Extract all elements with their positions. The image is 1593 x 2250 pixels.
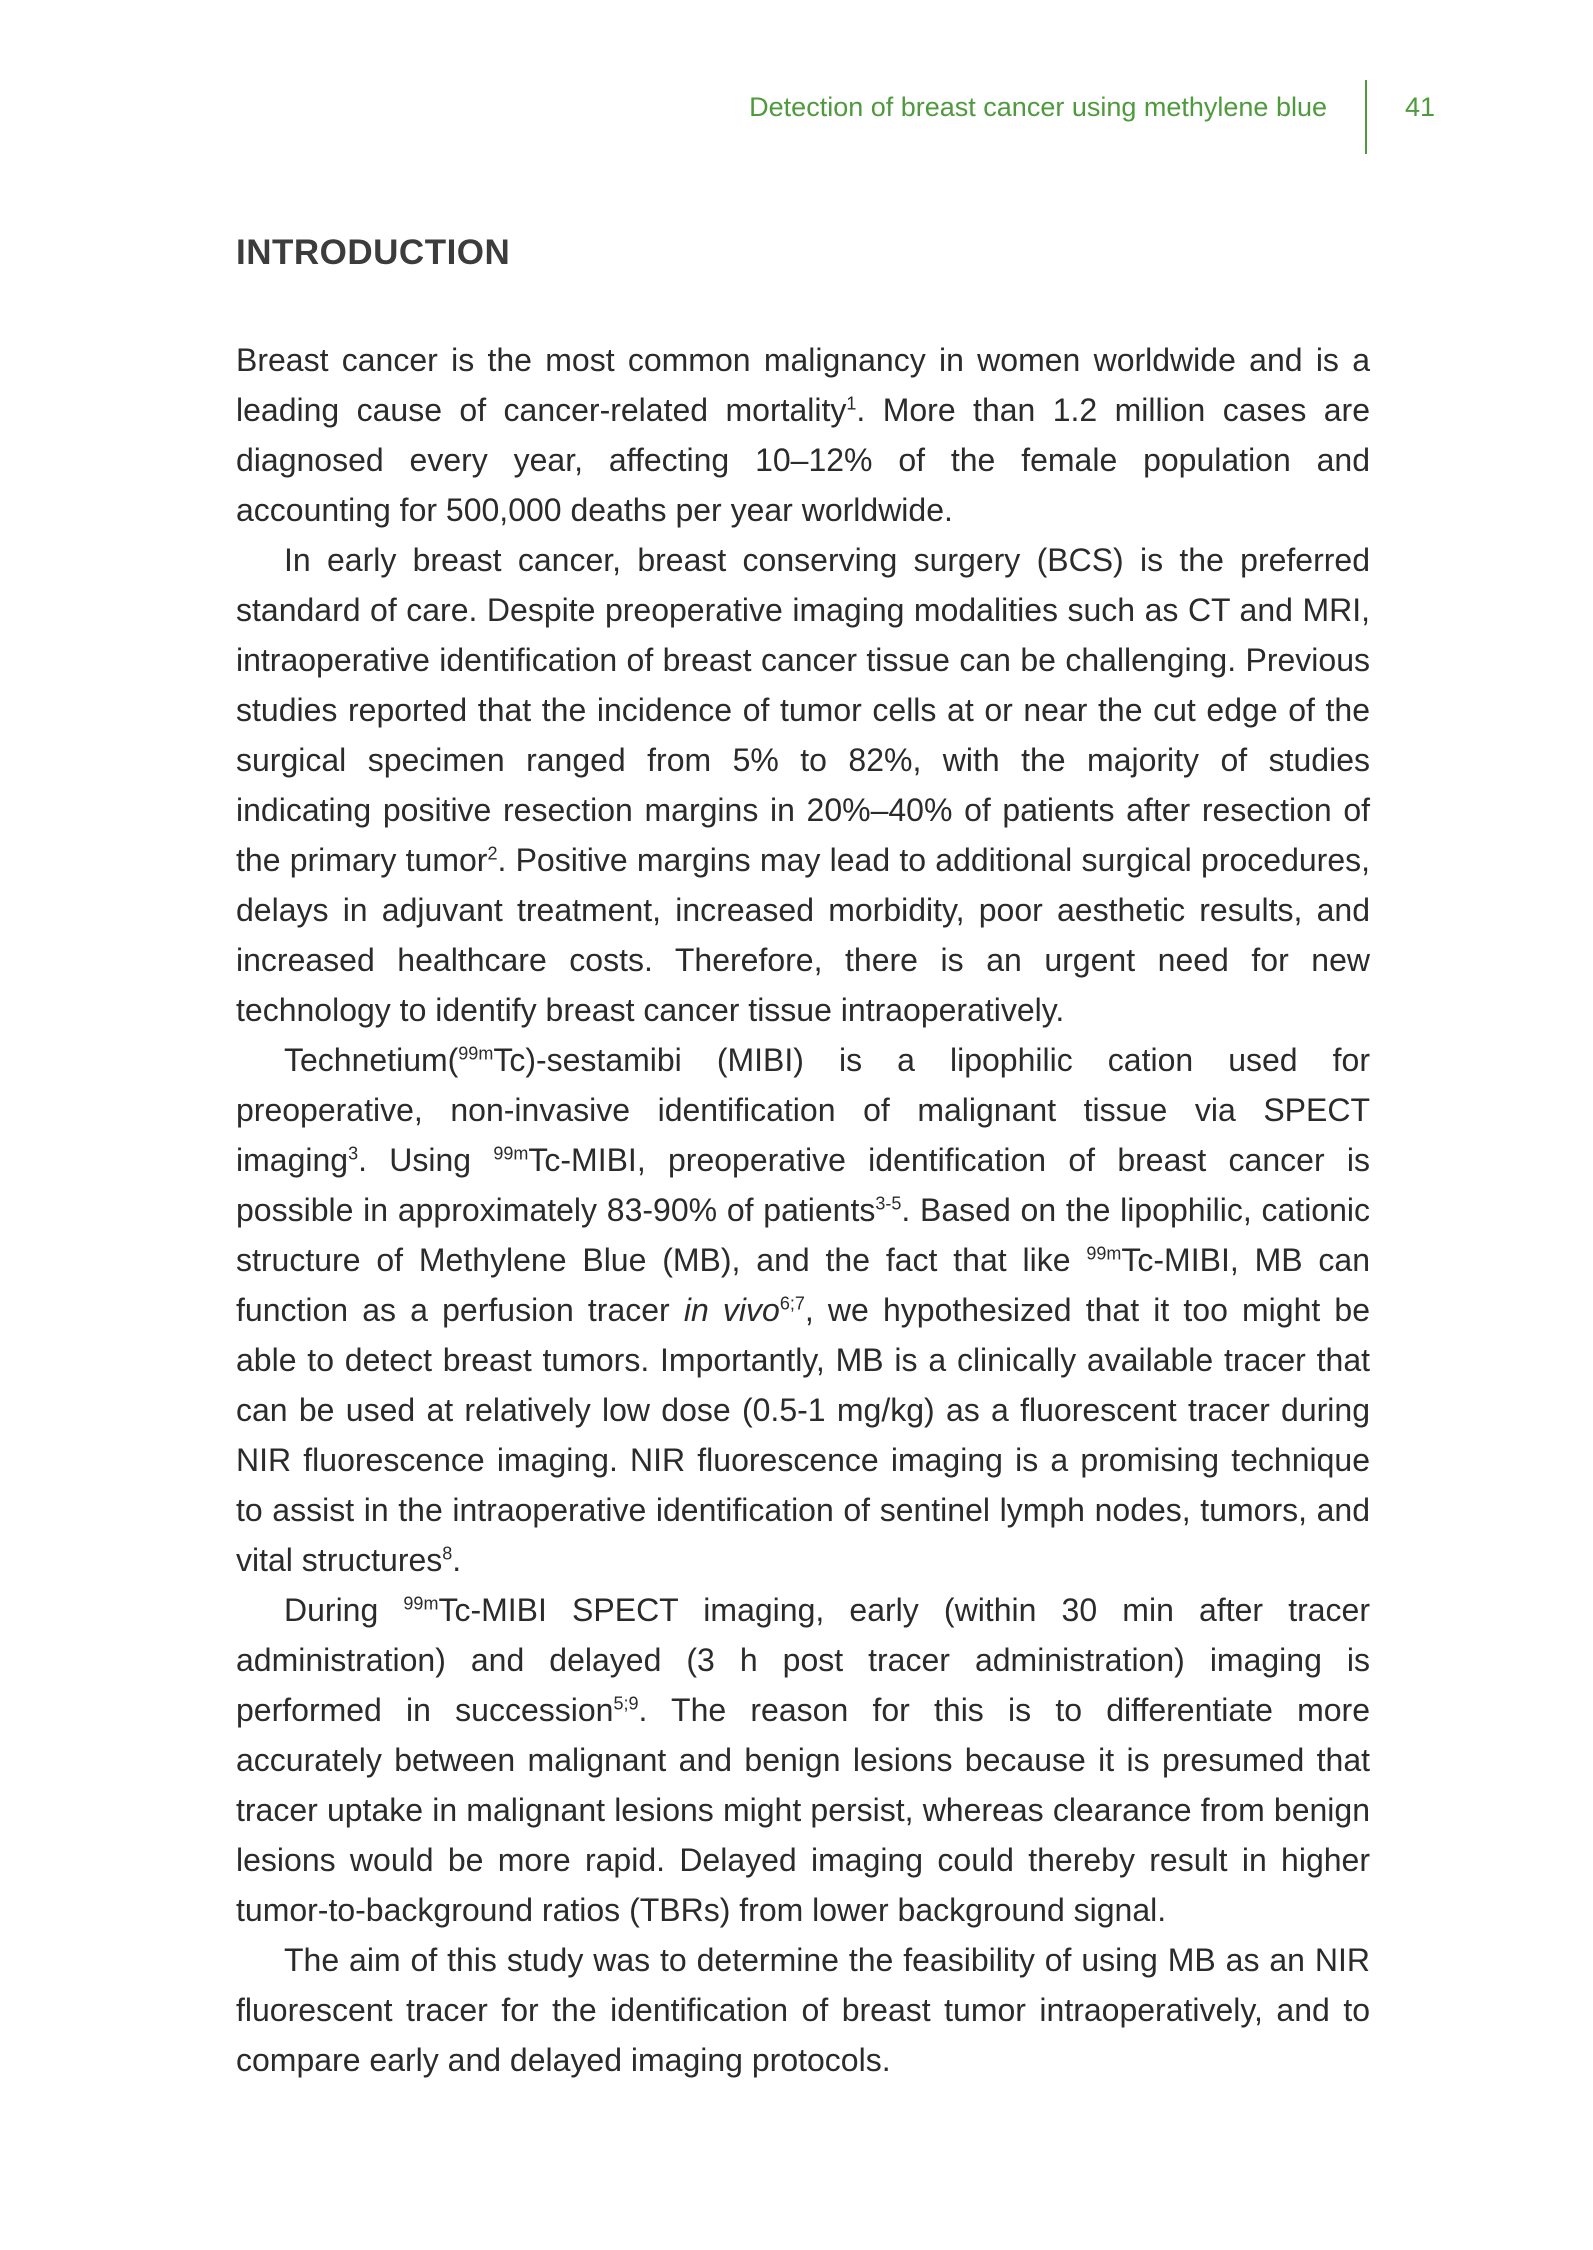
text-run: . Positive margins may lead to additional surgical procedures, delays in adjuvant treatment, increased morbidity, poor aesthetic results, and increased healthcare costs. Therefore, there is an urgent need for new technology to identify breast cancer tissue intraoperatively. [236,842,1371,1028]
citation-superscript: 3 [348,1143,359,1164]
text-run: Tc)-sestamibi (MIBI) is a lipophilic cation used for preoperative, non-invasive identification of malignant tissue via SPECT imaging [236,1042,1370,1178]
italic-term: in vivo [683,1292,780,1328]
citation-superscript: 2 [487,843,498,864]
paragraph-1 [236,335,1370,535]
isotope-superscript: 99m [458,1043,494,1064]
citation-superscript: 8 [442,1543,453,1564]
isotope-superscript: 99m [403,1593,439,1614]
citation-superscript: 5;9 [613,1693,639,1714]
text-run: . The reason for this is to differentiate more accurately between malignant and benign lesions because it is presumed that tracer uptake in malignant lesions might persist, whereas clearance from benign lesions would be more rapid. Delayed imaging could thereby result in higher tumor-to-background ratios (TBRs) from lower background signal. [236,1692,1371,1928]
section-heading: INTRODUCTION [236,233,511,272]
text-run: In early breast cancer, breast conserving surgery (BCS) is the preferred standard of care. Despite preoperative imaging modalities such as CT and MRI, intraoperative identification of breast cancer tissue can be challenging. Previous studies reported that the incidence of tumor cells at or near the cut edge of the surgical specimen ranged from 5% to 82%, with the majority of studies indicating positive resection margins in 20%–40% of patients after resection of the primary tumor [236,542,1370,878]
text-run: Tc-MIBI, preoperative identification of breast cancer is possible in approximately 83-90% of patients [236,1142,1370,1228]
text-run: . Using [358,1142,494,1178]
text-run: During [284,1592,404,1628]
text-run: Tc-MIBI, MB can function as a perfusion tracer [236,1242,1371,1328]
isotope-superscript: 99m [1086,1243,1122,1264]
citation-superscript: 6;7 [779,1293,805,1314]
text-run: . More than 1.2 million cases are diagnosed every year, affecting 10–12% of the female population and accounting for 500,000 deaths per year worldwide. [236,392,1371,528]
isotope-superscript: 99m [493,1143,529,1164]
running-header-title: Detection of breast cancer using methylene blue [749,92,1327,122]
paragraph-3 [236,1035,1370,1585]
text-run: Technetium( [284,1042,459,1078]
page-number: 41 [1405,92,1436,122]
text-run: The aim of this study was to determine the feasibility of using MB as an NIR fluorescent tracer for the identification of breast tumor intraoperatively, and to compare early and delayed imaging protocols. [236,1942,1370,2078]
paragraph-5 [236,1935,1370,2085]
text-run: , we hypothesized that it too might be able to detect breast tumors. Importantly, MB is a clinically available tracer that can be used at relatively low dose (0.5-1 mg/kg) as a fluorescent tracer during NIR fluorescence imaging. NIR fluorescence imaging is a promising technique to assist in the intraoperative identification of sentinel lymph nodes, tumors, and vital structures [236,1292,1371,1578]
body-text [236,335,1370,2085]
text-run: Breast cancer is the most common malignancy in women worldwide and is a leading cause of cancer-related mortality [236,342,1370,428]
citation-superscript: 3-5 [875,1193,902,1214]
header-divider [1365,80,1367,154]
paragraph-2 [236,535,1370,1035]
citation-superscript: 1 [846,393,857,414]
text-run: . [452,1542,462,1578]
text-run: Tc-MIBI SPECT imaging, early (within 30 min after tracer administration) and delayed (3 h post tracer administration) imaging is performed in succession [236,1592,1370,1728]
text-run: . Based on the lipophilic, cationic structure of Methylene Blue (MB), and the fact that like [236,1192,1371,1278]
paragraph-4 [236,1585,1370,1935]
